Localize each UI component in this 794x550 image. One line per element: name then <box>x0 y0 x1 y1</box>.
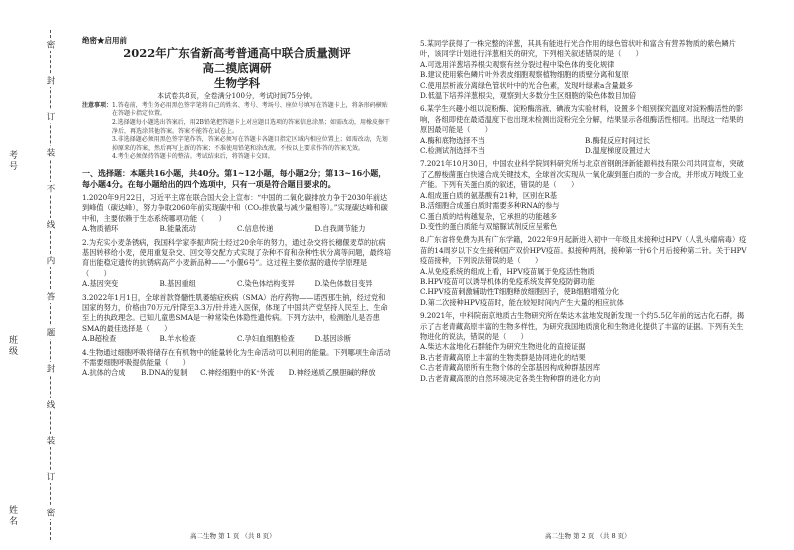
question-stem: 1.2020年9月22日，习近平主席在联合国大会上宣布：“中国的二氧化碳排放力争于2030年前达到峰值（碳达峰），努力争取2060年前实现碳中和（CO₂排放量与减少量相等）。”实现碳达峰和碳中和，主要依赖于生态系统哪项功能（ ） <box>82 192 388 223</box>
option-a: A.从免疫系统的组成上看，HPV疫苗属于免疫活性物质 <box>420 266 595 276</box>
option-a: A.柴达木盆地化石群能作为研究生物进化的直接证据 <box>420 342 586 352</box>
option-c: C.古老青藏高原所有生物个体的全部基因构成种群基因库 <box>420 363 601 373</box>
question-2 <box>82 238 392 290</box>
option-b: B.HPV疫苗可以诱导机体的免疫系统发挥免疫防御功能 <box>420 276 595 286</box>
option-c: C.蛋白质的结构越复杂，它承担的功能越多 <box>420 211 557 221</box>
option-d: D.第二次接种HPV疫苗时，能在较短时间内产生大量的相应抗体 <box>420 297 624 307</box>
question-stem: 5.某同学获得了一株完整的洋葱，其具有能进行光合作用的绿色管状叶和富含有营养物质的紫色鳞片叶，该同学计划进行洋葱相关的研究，下列相关叙述错误的是（ ） <box>420 39 736 59</box>
exam-subtitle: 高二摸底调研 <box>202 61 272 76</box>
option-b: B.羊水检查 <box>159 334 196 344</box>
option-b: B.DNA的复制 <box>141 368 188 378</box>
cut-char: 封 <box>45 364 55 373</box>
option-d: D.温度梯度设置过大 <box>585 146 651 156</box>
cut-char: 题 <box>45 328 55 337</box>
cut-char: 答 <box>45 292 55 301</box>
binding-dashed-line <box>50 30 51 540</box>
section-heading: 一、选择题：本题共16小题，共40分。第1~12小题，每小题2分；第13~16小题，每小题4分。在每小题给出的四个选项中，只有一项是符合题目要求的。 <box>82 167 387 189</box>
question-stem: 7.2021年10月30日，中国农业科学院饲料研究所与北京首钢朗泽新能源科技有限公司共同宣布，突破了乙醇梭菌蛋白快速合成关键技术，全球首次实现从一氧化碳到蛋白质的一步合成，并形成万吨级工业产能。下列有关蛋白质的叙述，错误的是（ ） <box>420 159 744 190</box>
exam-number-label: 考号 <box>7 150 17 172</box>
confidential-badge: 绝密★启用前 <box>82 36 127 45</box>
option-c: C.使用层析液分离绿色管状叶中的光合色素，发现叶绿素a含量最多 <box>420 80 634 90</box>
cut-char: 线 <box>45 400 55 409</box>
option-a: A.B超检查 <box>82 334 117 344</box>
binding-margin <box>0 0 70 550</box>
page-footer-left: 高二生物 第 1 页 （共 8 页） <box>190 532 276 540</box>
question-8 <box>420 235 750 308</box>
cut-char: 封 <box>45 76 55 85</box>
page-footer-right: 高二生物 第 2 页 （共 8 页） <box>545 532 631 540</box>
instructions-title: 注意事项： <box>82 101 113 109</box>
option-d: D.古老青藏高原的自然环境决定各类生物种群的进化方向 <box>420 373 601 383</box>
option-a: A.酶和底物选择不当 <box>420 135 485 145</box>
question-9 <box>420 311 750 384</box>
question-5 <box>420 39 750 101</box>
option-a: A.抗体的合成 <box>82 368 126 378</box>
option-c: C.HPV疫苗刺激辅助性T细胞释放细胞因子，使B细胞增殖分化 <box>420 287 620 297</box>
cut-char: 订 <box>45 112 55 121</box>
page-2-column <box>420 36 750 384</box>
option-c: C.信息传递 <box>237 224 274 234</box>
cut-char: 订 <box>45 472 55 481</box>
subject-title: 生物学科 <box>214 76 260 91</box>
option-b: B.基因重组 <box>159 279 196 289</box>
option-d: D.变性的蛋白质能与双缩脲试剂反应呈紫色 <box>420 221 558 231</box>
question-1 <box>82 193 392 235</box>
option-a: A.组成蛋白质的氨基酸有21种，区别在R基 <box>420 190 558 200</box>
cut-char: 装 <box>45 436 55 445</box>
option-a: A.物质循环 <box>82 224 119 234</box>
question-3 <box>82 293 392 345</box>
question-stem: 9.2021年，中科院南京地质古生物研究所在柴达木盆地发现新发现一个约5.5亿年前的远古化石群，揭示了古老青藏高原丰富的生物多样性，为研究我国地质演化和生物进化提供了丰富的证据。下列有关生物进化的说法，错误的是（ ） <box>420 311 745 341</box>
question-4 <box>82 348 392 379</box>
option-a: A.可选用洋葱培养根尖观察有丝分裂过程中染色体的变化规律 <box>420 59 615 69</box>
option-b: B.建议使用紫色鳞片叶外表皮细胞观察植物细胞的质壁分离和复原 <box>420 70 629 80</box>
question-7 <box>420 159 750 232</box>
name-label: 姓名 <box>7 505 17 527</box>
question-stem: 4.生物通过细胞呼吸将储存在有机物中的能量转化为生命活动可以利用的能量。下列哪项生命活动不需要细胞呼吸提供能量（ ） <box>82 347 391 368</box>
option-b: B.能量流动 <box>159 224 196 234</box>
cut-char: 装 <box>45 148 55 157</box>
question-stem: 8.广东省将免费为具有广东学籍，2022年9月起新进入初中一年级且未接种过HPV（人乳头瘤病毒）疫苗的14周岁以下女生接种国产双价HPV疫苗。拟接种两剂，接种第一针6个月后接种第二针。关于HPV疫苗接种，下列说法错误的是（ ） <box>420 235 747 266</box>
option-a: A.基因突变 <box>82 279 119 289</box>
option-c: C.染色体结构变异 <box>237 279 295 289</box>
question-stem: 3.2022年1月1日，全球首款脊髓性肌萎缩症疾病（SMA）治疗药物——诺西那生钠，经过党和国家的努力，价格由70万元/针降至3.3万/针并进入医保，体现了中国共产党坚持人民至上、生命至上的执政理念。已知儿童患SMA是一种常染色体隐性遗传病。下列方法中，检测胎儿是否患SMA的最佳选择是（ ） <box>82 292 388 333</box>
instruction-item: 3.非选择题必须用黑色签字笔作答，答案必须写在答题卡各题目指定区域内相应位置上；如需改动，先划掉原来的答案，然后再写上新的答案；不准使用铅笔和涂改液。不按以上要求作答的答案无效。 <box>112 136 388 152</box>
option-b: B.酶促反应时间过长 <box>585 135 651 145</box>
option-d: D.神经递质乙酰胆碱的释放 <box>288 368 376 378</box>
option-c: C.神经细胞中的K⁺外流 <box>200 368 275 378</box>
option-d: D.自我调节能力 <box>314 224 366 234</box>
option-c: C.孕妇血细胞检查 <box>237 334 295 344</box>
exam-title: 2022年广东省新高考普通高中联合质量测评 <box>123 46 351 61</box>
option-d: D.染色体数目变异 <box>314 279 373 289</box>
cut-char: 密 <box>45 40 55 49</box>
option-c: C.检测试剂选择不当 <box>420 146 486 156</box>
question-stem: 6.某学生兴趣小组以淀粉酶、淀粉酶溶液、碘液为实验材料，设置多个组别探究温度对淀粉酶活性的影响，各组即使在最适温度下也出现未检测出淀粉完全分解，结果显示各组酶活性相同。出现这一结果的原因最可能是（ ） <box>420 104 744 135</box>
question-6 <box>420 104 750 156</box>
class-label: 班级 <box>7 335 17 357</box>
exam-meta: 本试卷共8页，全卷满分100分，考试时间75分钟。 <box>157 92 317 101</box>
cut-char: 密 <box>45 508 55 517</box>
instruction-item: 2.选择题每小题选出答案后，用2B铅笔把答题卡上对应题目选项的答案信息涂黑；如需改动，用橡皮擦干净后，再选涂其他答案。答案不能答在试卷上。 <box>112 119 390 135</box>
option-b: B.古老青藏高原上丰富的生物类群是协同进化的结果 <box>420 352 586 362</box>
option-d: D.基因诊断 <box>314 334 352 344</box>
instructions <box>82 102 392 162</box>
option-d: D.低温下培养洋葱根尖，观察到大多数分生区细胞的染色体数目加倍 <box>420 91 637 101</box>
option-b: B.活细胞合成蛋白质时需要多种RNA的参与 <box>420 201 560 211</box>
instruction-item: 4.考生必须保持答题卡的整洁。考试结束后，将答题卡交回。 <box>112 153 274 161</box>
instruction-item: 1.答卷前，考生务必用黑色签字笔将自己的姓名、考号、考场号、座位号填写在答题卡上，将条形码横贴在答题卡指定位置。 <box>112 101 388 118</box>
cut-char: 不 <box>45 184 55 193</box>
page-1-column <box>82 36 392 379</box>
question-stem: 2.为充实小麦条锈病，我国科学家李振声院士经过20余年的努力，通过杂交将长穗偃麦草的抗病基因转移给小麦，使用重复杂交、回交等交配方式实现了杂种不育和杂种性状分离等问题，最终培育出能稳定遗传的抗锈病高产小麦新品种——“小偃6号”。这过程主要依据的遗传学原理是（ ） <box>82 237 392 278</box>
cut-char: 线 <box>45 220 55 229</box>
cut-char: 内 <box>45 256 55 265</box>
